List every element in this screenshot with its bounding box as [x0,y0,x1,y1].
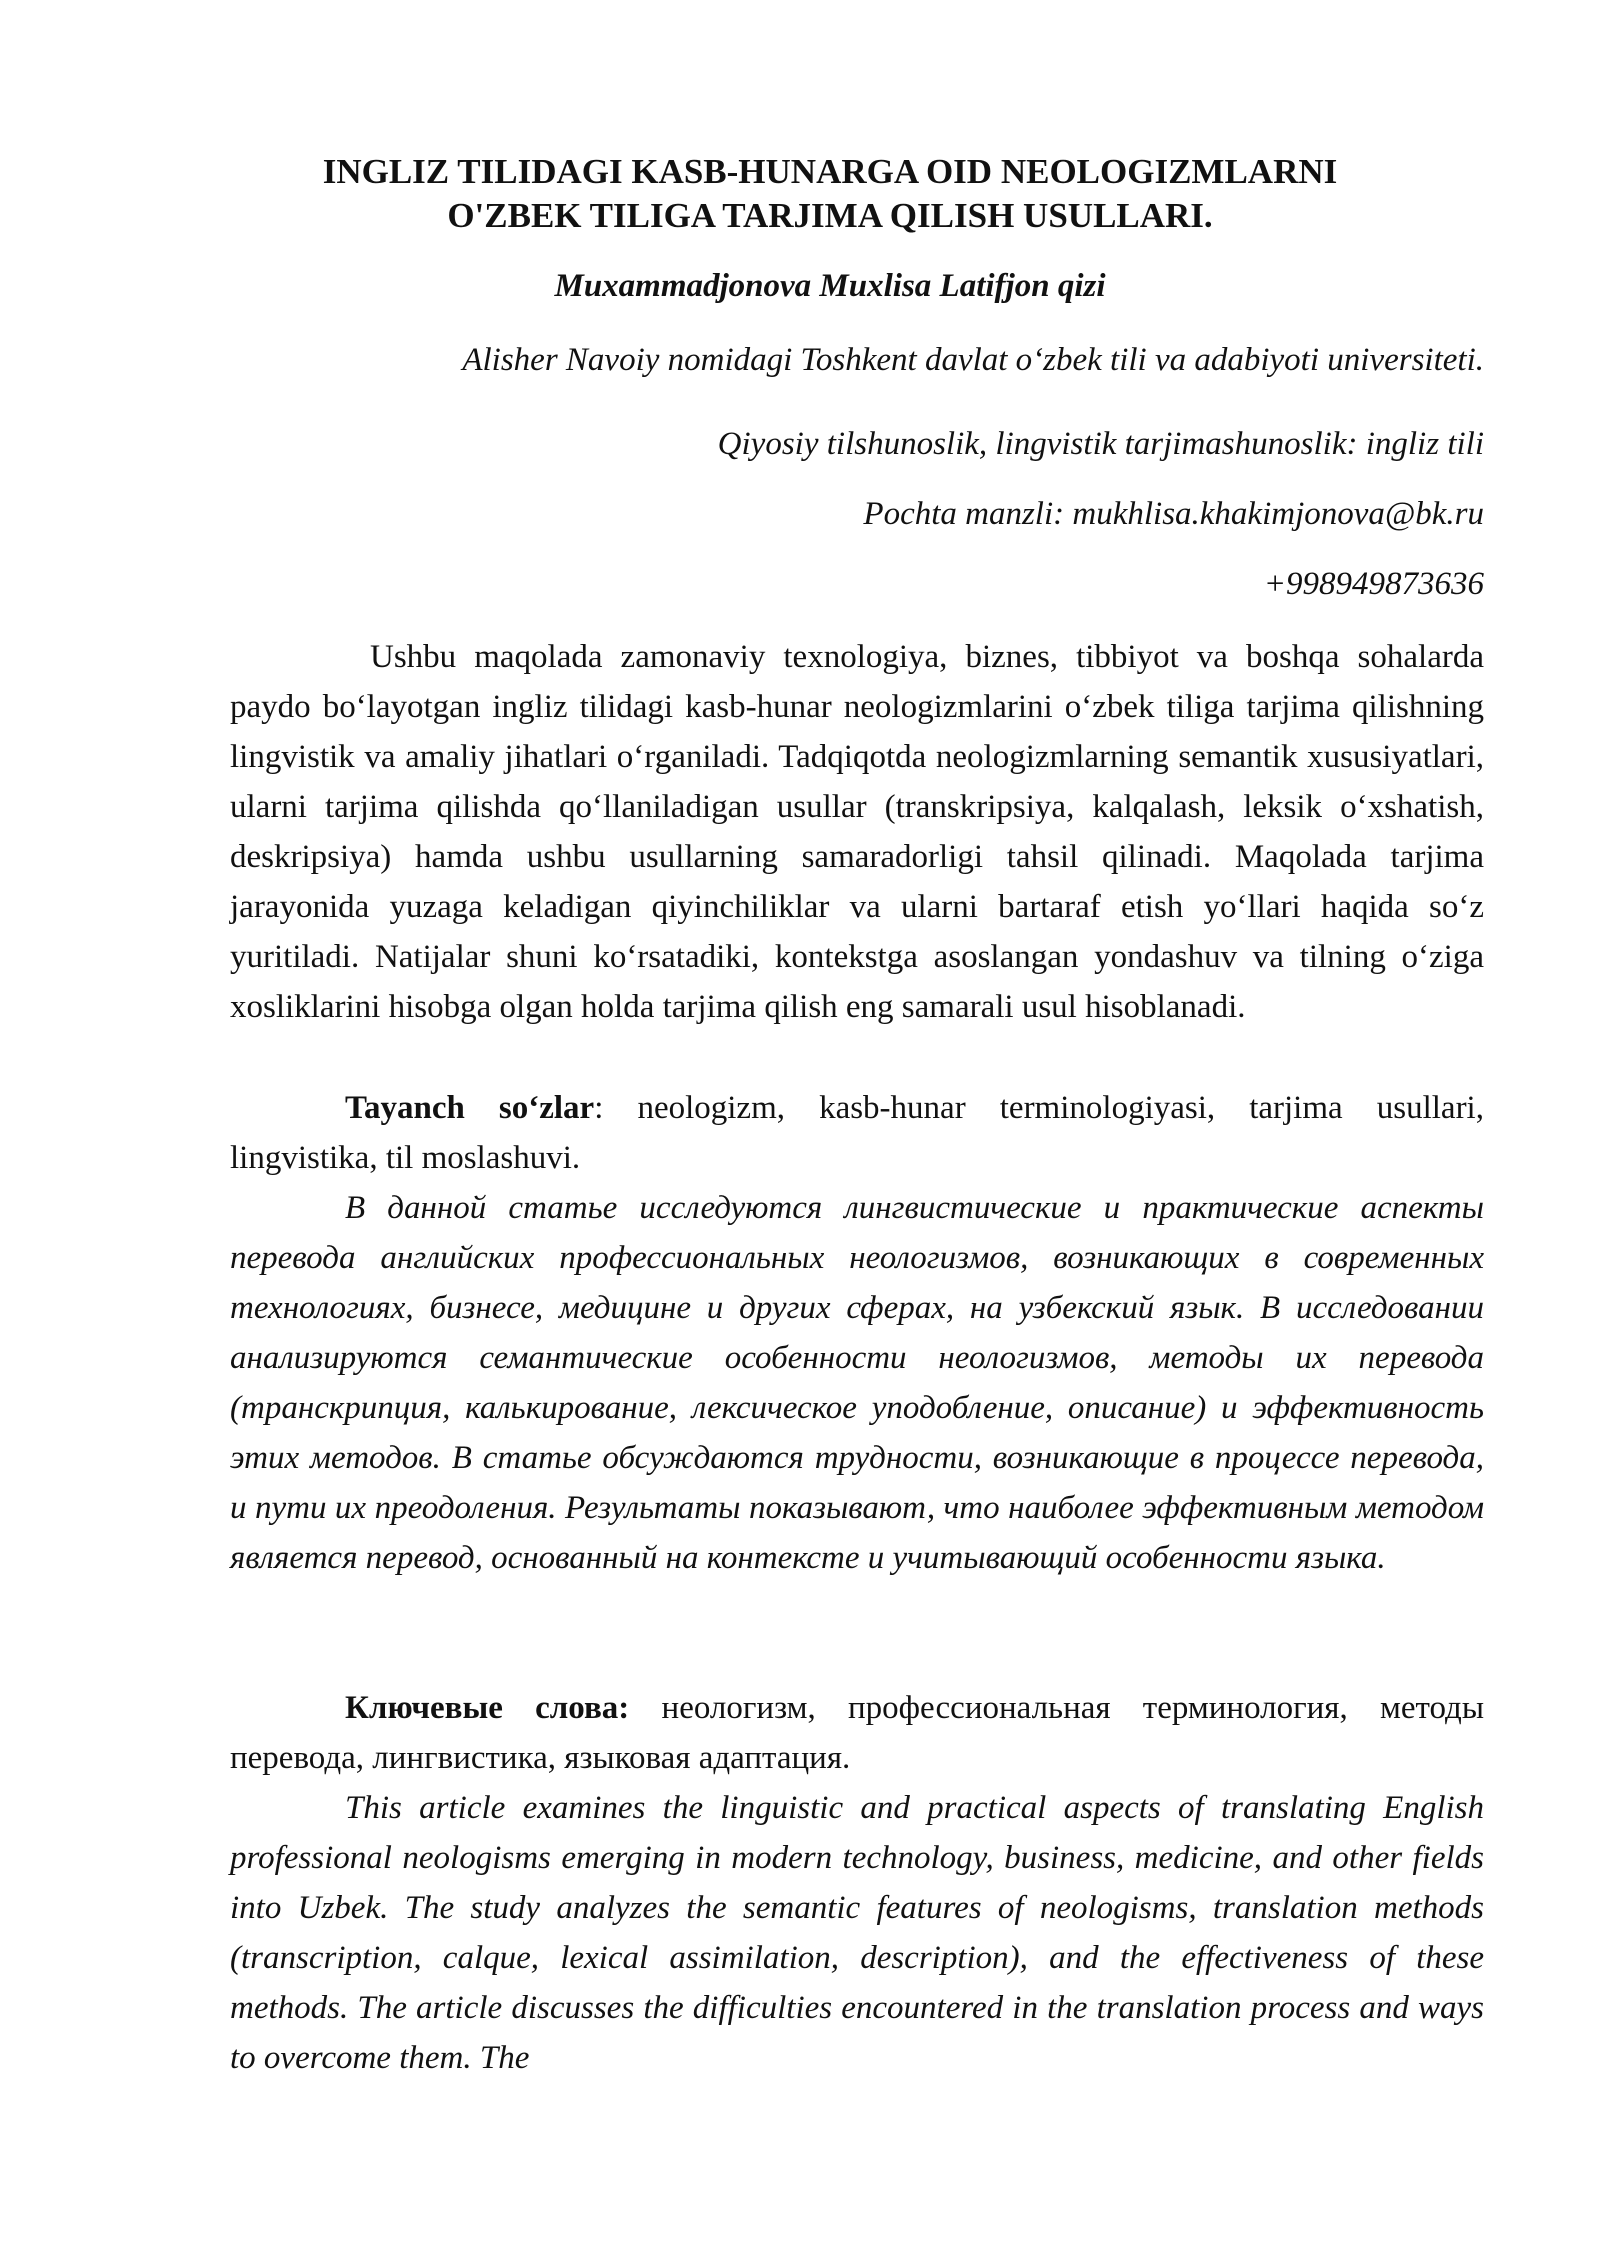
article-title-line-2: O'ZBEK TILIGA TARJIMA QILISH USULLARI. [447,196,1213,235]
keywords-uzbek-label: Tayanch soʻzlar [345,1090,595,1126]
author-email: Pochta manzli: mukhlisa.khakimjonova@bk.ru [863,496,1484,532]
author-phone: +998949873636 [1263,566,1484,602]
keywords-uzbek-text: : neologizm, kasb-hunar terminologiyasi, tarjima usullari, lingvistika, til moslashuvi. [230,1090,1484,1176]
author-name: Muxammadjonova Muxlisa Latifjon qizi [554,268,1106,304]
author-affiliation: Alisher Navoiy nomidagi Toshkent davlat oʻzbek tili va adabiyoti universiteti. [462,342,1484,378]
abstract-uzbek: Ushbu maqolada zamonaviy texnologiya, biznes, tibbiyot va boshqa sohalarda paydo boʻlayotgan ingliz tilidagi kasb-hunar neologizmlarini oʻzbek tiliga tarjima qilishning lingvistik va amaliy jihatlari oʻrganiladi. Tadqiqotda neologizmlarning semantik xususiyatlari, ularni tarjima qilishda qoʻllaniladigan usullar (transkripsiya, kalqalash, leksik oʻxshatish, deskripsiya) hamda ushbu usullarning samaradorligi tahsil qilinadi. Maqolada tarjima jarayonida yuzaga keladigan qiyinchiliklar va ularni bartaraf etish yoʻllari haqida soʻz yuritiladi. Natijalar shuni koʻrsatadiki, kontekstga asoslangan yondashuv va tilning oʻziga xosliklarini hisobga olgan holda tarjima qilish eng samarali usul hisoblanadi. [230,639,1484,1025]
abstract-russian: В данной статье исследуются лингвистические и практические аспекты перевода английских профессиональных неологизмов, возникающих в современных технологиях, бизнесе, медицине и других сферах, на узбекский язык. В исследовании анализируются семантические особенности неологизмов, методы их перевода (транскрипция, калькирование, лексическое уподобление, описание) и эффективность этих методов. В статье обсуждаются трудности, возникающие в процессе перевода, и пути их преодоления. Результаты показывают, что наиболее эффективным методом является перевод, основанный на контексте и учитывающий особенности языка. [230,1190,1484,1576]
keywords-uzbek [230,1083,1484,1183]
author-specialty: Qiyosiy tilshunoslik, lingvistik tarjimashunoslik: ingliz tili [717,426,1484,462]
keywords-russian-label: Ключевые слова: [345,1690,630,1726]
keywords-russian [230,1683,1484,1783]
keywords-russian-text: неологизм, профессиональная терминология, методы перевода, лингвистика, языковая адаптация. [230,1690,1485,1776]
article-title [230,150,1430,238]
abstract-english: This article examines the linguistic and practical aspects of translating English professional neologisms emerging in modern technology, business, medicine, and other fields into Uzbek. The study analyzes the semantic features of neologisms, translation methods (transcription, calque, lexical assimilation, description), and the effectiveness of these methods. The article discusses the difficulties encountered in the translation process and ways to overcome them. The [230,1790,1484,2076]
article-title-line-1: INGLIZ TILIDAGI KASB-HUNARGA OID NEOLOGIZMLARNI [322,152,1338,191]
